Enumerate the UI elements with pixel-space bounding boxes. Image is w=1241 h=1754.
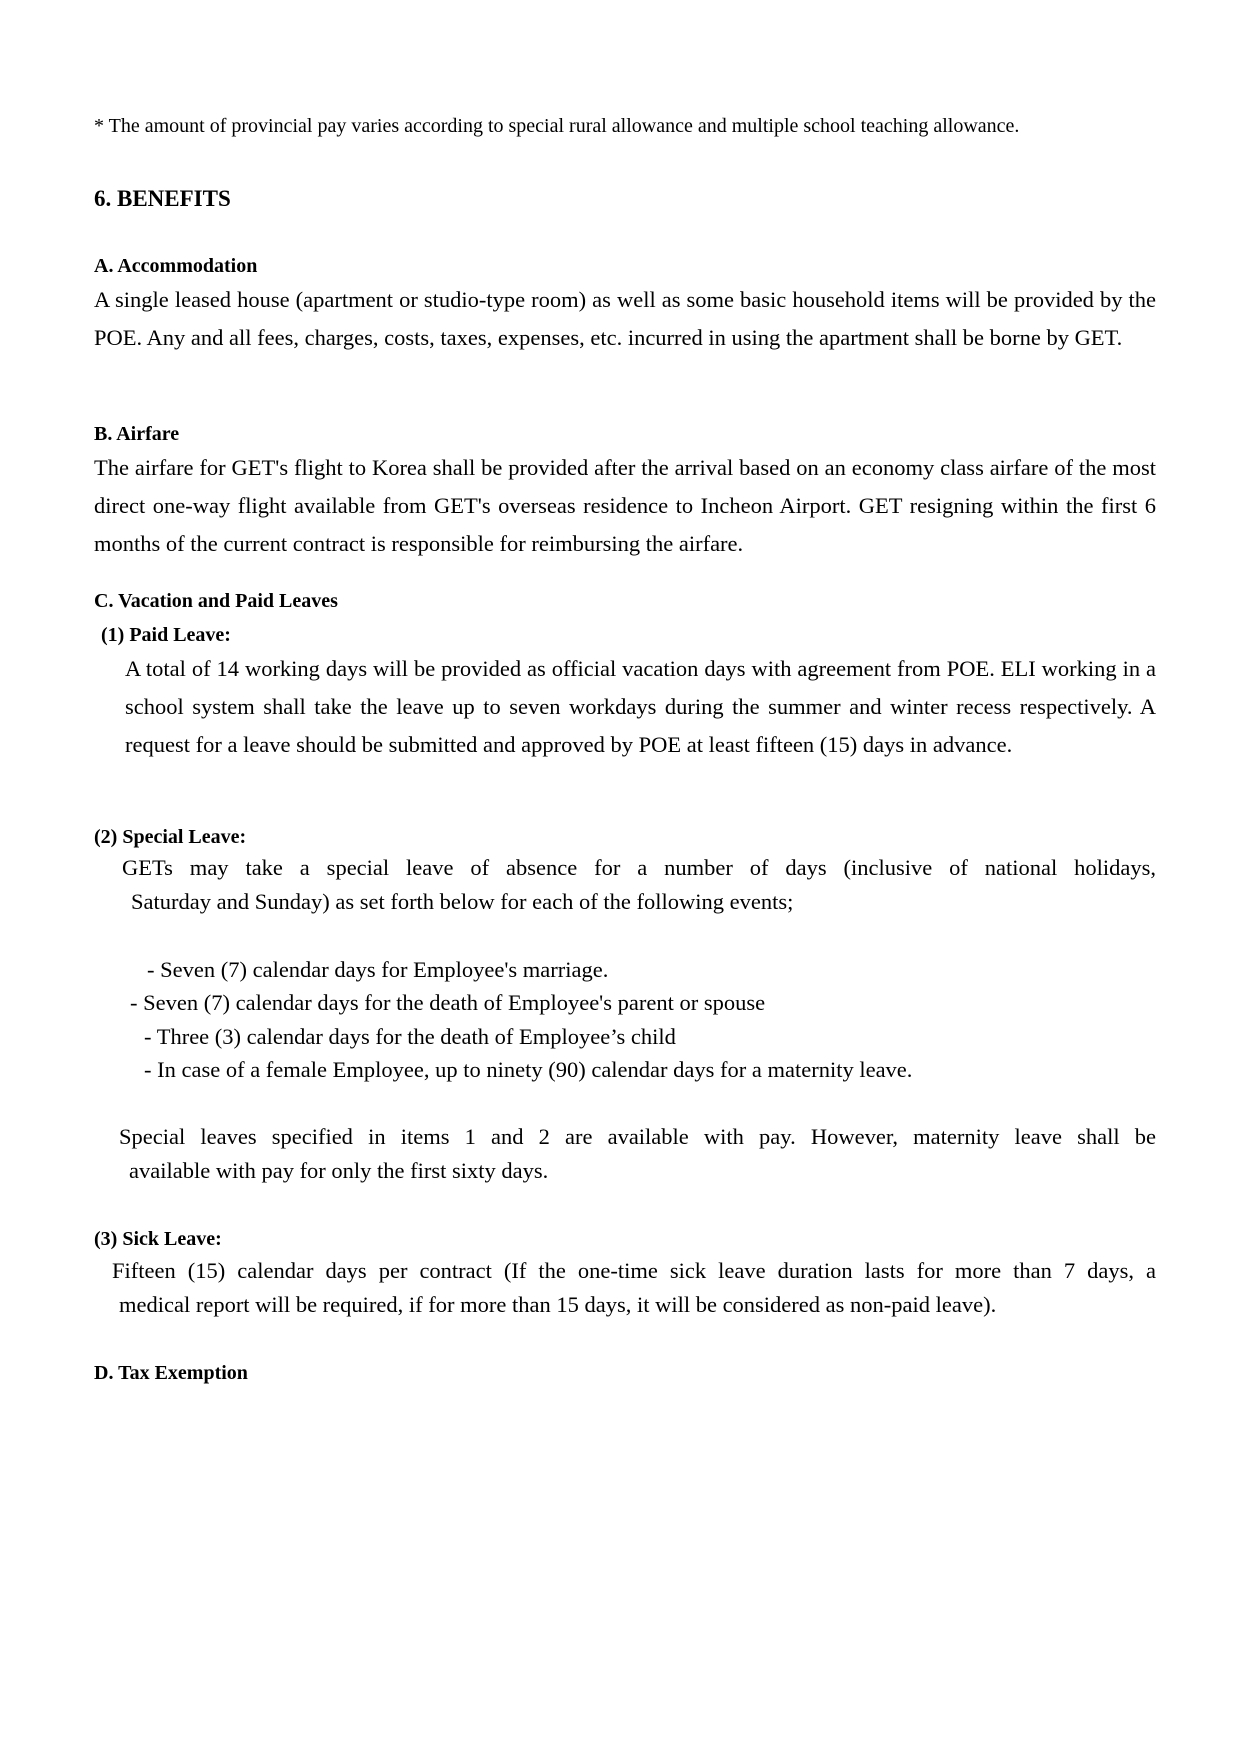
special-leave-note-line2: available with pay for only the first sixty days.	[129, 1158, 549, 1183]
list-item: - In case of a female Employee, up to ninety (90) calendar days for a maternity leave.	[144, 1057, 913, 1082]
paid-leave-body: A total of 14 working days will be provided as official vacation days with agreement from POE. ELI working in a school system shall take the leave up to seven workdays during the summer and winter recess respectively. A request for a leave should be submitted and approved by POE at least fifteen (15) days in advance.	[125, 656, 1156, 757]
list-item: - Seven (7) calendar days for Employee's marriage.	[147, 957, 609, 982]
section-title: 6. BENEFITS	[94, 186, 231, 211]
vacation-heading: C. Vacation and Paid Leaves	[94, 590, 338, 612]
list-item: - Seven (7) calendar days for the death of Employee's parent or spouse	[130, 990, 766, 1015]
accommodation-body: A single leased house (apartment or studio-type room) as well as some basic household items will be provided by the POE. Any and all fees, charges, costs, taxes, expenses, etc. incurred in using the apartment shall be borne by GET.	[94, 287, 1156, 350]
sick-leave-line1: Fifteen (15) calendar days per contract (If the one-time sick leave duration lasts for more than 7 days, a	[112, 1258, 1156, 1283]
accommodation-heading: A. Accommodation	[94, 255, 258, 277]
airfare-body: The airfare for GET's flight to Korea shall be provided after the arrival based on an economy class airfare of the most direct one-way flight available from GET's overseas residence to Incheon Airport. GET resigning within the first 6 months of the current contract is responsible for reimbursing the airfare.	[94, 455, 1156, 556]
sick-leave-line2: medical report will be required, if for more than 15 days, it will be considered as non-paid leave).	[119, 1292, 997, 1317]
special-leave-intro-line1: GETs may take a special leave of absence for a number of days (inclusive of national holidays,	[122, 855, 1156, 880]
tax-exemption-heading: D. Tax Exemption	[94, 1362, 248, 1384]
special-leave-heading: (2) Special Leave:	[94, 826, 247, 848]
special-leave-intro-line2: Saturday and Sunday) as set forth below for each of the following events;	[131, 889, 794, 914]
airfare-heading: B. Airfare	[94, 423, 180, 445]
special-leave-note-line1: Special leaves specified in items 1 and 2 are available with pay. However, maternity leave shall be	[119, 1124, 1156, 1149]
footnote: * The amount of provincial pay varies according to special rural allowance and multiple school teaching allowance.	[94, 115, 1020, 137]
paid-leave-heading: (1) Paid Leave:	[101, 624, 231, 646]
list-item: - Three (3) calendar days for the death of Employee’s child	[144, 1024, 676, 1049]
sick-leave-heading: (3) Sick Leave:	[94, 1228, 222, 1250]
